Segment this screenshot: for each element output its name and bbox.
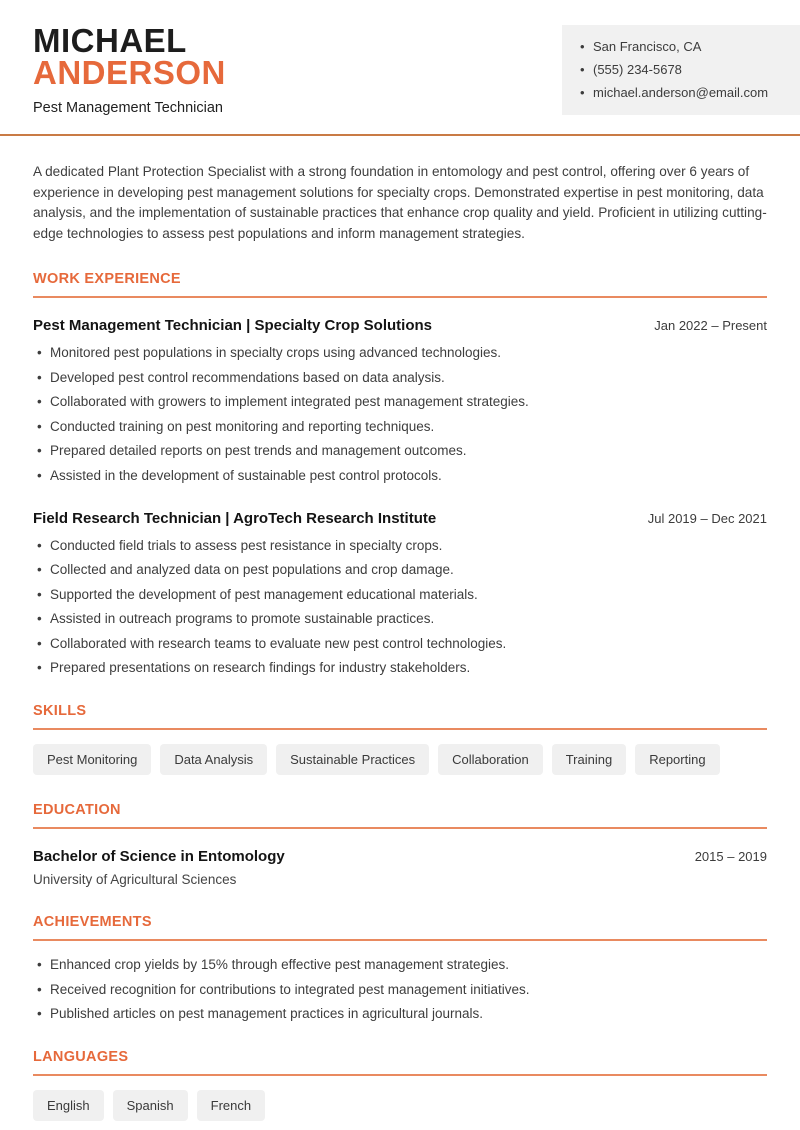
school-name: University of Agricultural Sciences: [33, 872, 237, 888]
job-bullet: • Conducted field trials to assess pest resistance in specialty crops.: [33, 538, 767, 554]
language-tag: Spanish: [113, 1090, 188, 1121]
skills-heading: SKILLS: [33, 703, 87, 720]
skill-tag: Sustainable Practices: [276, 744, 429, 775]
job-title-row: [33, 510, 767, 527]
job-entry-title: Pest Management Technician | Specialty Crop Solutions: [33, 317, 433, 335]
achievement-bullet: • Enhanced crop yields by 15% through effective pest management strategies.: [33, 957, 767, 973]
education-entry: [33, 848, 767, 887]
skills-tag-list: [33, 744, 767, 775]
job-entry-dates: Jan 2022 – Present: [654, 318, 767, 334]
achievement-bullet: • Received recognition for contributions to integrated pest management initiatives.: [33, 982, 767, 998]
section-divider: [33, 296, 767, 298]
skill-tag: Collaboration: [438, 744, 543, 775]
job-entry-title: Field Research Technician | AgroTech Research Institute: [33, 509, 437, 527]
achievements-heading: ACHIEVEMENTS: [33, 914, 152, 931]
job-entry: [33, 510, 767, 677]
section-education: [33, 802, 767, 887]
skill-tag: Reporting: [635, 744, 719, 775]
education-dates: 2015 – 2019: [694, 849, 767, 865]
header: [0, 0, 800, 136]
job-bullet: • Collaborated with research teams to evaluate new pest control technologies.: [33, 636, 767, 652]
contact-phone: • (555) 234-5678: [580, 61, 768, 79]
contact-list: [580, 33, 768, 107]
resume-body: [0, 162, 800, 1121]
contact-location: • San Francisco, CA: [580, 38, 768, 56]
education-title-row: [33, 848, 767, 865]
job-bullet: • Monitored pest populations in specialty crops using advanced technologies.: [33, 345, 767, 361]
job-title-row: [33, 317, 767, 334]
job-bullet: • Collected and analyzed data on pest populations and crop damage.: [33, 562, 767, 578]
job-bullet-list: [33, 538, 767, 677]
summary-paragraph: A dedicated Plant Protection Specialist with a strong foundation in entomology and pest control, offering over 6 years of experience in developing pest management solutions for specialty crops. Demonstrated expertise in pest monitoring, data analysis, and the implementation of sustainable practices that enhance crop quality and yield. Proficient in utilizing cutting-edge technologies to assess pest populations and inform management strategies.: [33, 164, 767, 241]
section-achievements: [33, 914, 767, 1022]
languages-heading: LANGUAGES: [33, 1049, 129, 1066]
job-bullet: • Developed pest control recommendations based on data analysis.: [33, 370, 767, 386]
job-bullet: • Conducted training on pest monitoring and reporting techniques.: [33, 419, 767, 435]
job-bullet: • Supported the development of pest management educational materials.: [33, 587, 767, 603]
job-bullet: • Collaborated with growers to implement integrated pest management strategies.: [33, 394, 767, 410]
section-divider: [33, 1074, 767, 1076]
language-tag: French: [197, 1090, 265, 1121]
job-bullet: • Prepared presentations on research findings for industry stakeholders.: [33, 660, 767, 676]
section-divider: [33, 728, 767, 730]
job-entry: [33, 317, 767, 484]
language-tag: English: [33, 1090, 104, 1121]
job-bullet-list: [33, 345, 767, 484]
first-name: MICHAEL: [33, 22, 187, 59]
achievements-list: [33, 957, 767, 1022]
job-bullet: • Prepared detailed reports on pest trends and management outcomes.: [33, 443, 767, 459]
job-bullet: • Assisted in outreach programs to promote sustainable practices.: [33, 611, 767, 627]
skill-tag: Training: [552, 744, 626, 775]
section-divider: [33, 827, 767, 829]
last-name: ANDERSON: [33, 54, 226, 91]
contact-card: [562, 25, 800, 115]
degree-title: Bachelor of Science in Entomology: [33, 848, 285, 866]
skill-tag: Data Analysis: [160, 744, 267, 775]
contact-email: • michael.anderson@email.com: [580, 84, 768, 102]
skill-tag: Pest Monitoring: [33, 744, 151, 775]
achievement-bullet: • Published articles on pest management practices in agricultural journals.: [33, 1006, 767, 1022]
work-experience-heading: WORK EXPERIENCE: [33, 271, 181, 288]
job-title: Pest Management Technician: [33, 100, 223, 116]
job-bullet: • Assisted in the development of sustainable pest control protocols.: [33, 468, 767, 484]
section-languages: [33, 1049, 767, 1121]
section-divider: [33, 939, 767, 941]
section-work-experience: [33, 271, 767, 676]
section-skills: [33, 703, 767, 775]
languages-tag-list: [33, 1090, 767, 1121]
job-entry-dates: Jul 2019 – Dec 2021: [647, 510, 767, 526]
education-heading: EDUCATION: [33, 802, 121, 819]
